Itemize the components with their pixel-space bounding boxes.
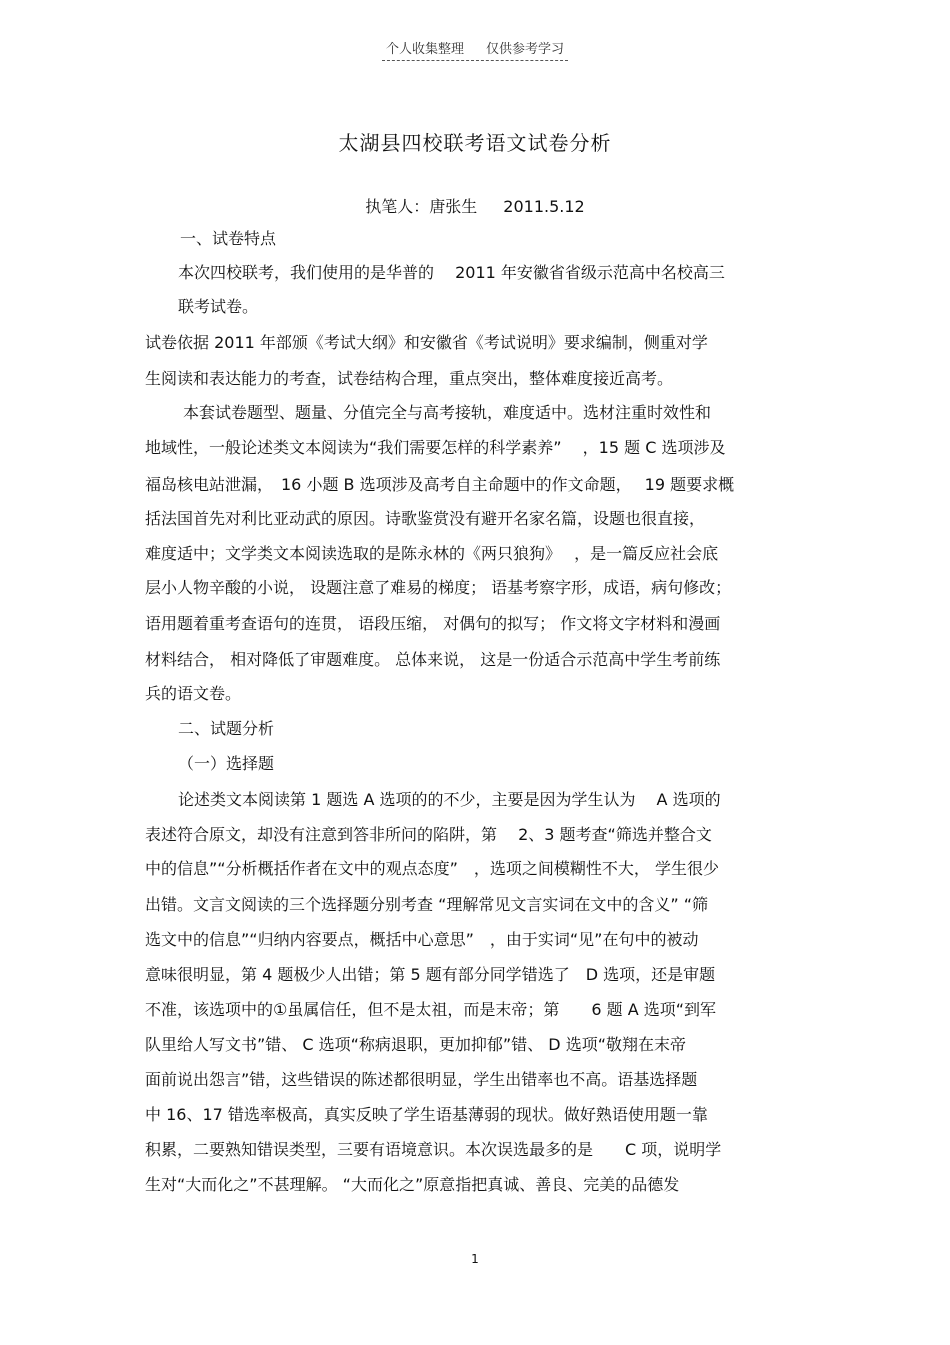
document-title: 太湖县四校联考语文试卷分析 xyxy=(338,131,612,155)
body-line: 括法国首先对利比亚动武的原因。诗歌鉴赏没有避开名家名篇，设题也很直接， xyxy=(145,509,706,528)
body-line: 难度适中；文学类文本阅读选取的是陈永林的《两只狼狗》 ，是一篇反应社会底 xyxy=(145,544,719,563)
body-line: 中 16、17 错选率极高，真实反映了学生语基薄弱的现状。做好熟语使用题一靠 xyxy=(145,1105,708,1124)
body-line: 地域性，一般论述类文本阅读为“我们需要怎样的科学素养” ，15 题 C 选项涉及 xyxy=(145,438,726,457)
author-label: 执笔人：唐张生 xyxy=(365,197,478,216)
author-line xyxy=(0,194,950,217)
header-left-text: 个人收集整理 xyxy=(385,42,464,57)
body-line: 中的信息”“分析概括作者在文中的观点态度” ，选项之间模糊性不大， 学生很少 xyxy=(145,859,719,878)
body-line: 本套试卷题型、题量、分值完全与高考接轨，难度适中。选材注重时效性和 xyxy=(183,403,712,422)
body-line: 队里给人写文书”错、 C 选项“称病退职，更加抑郁”错、 D 选项“敬翔在末帝 xyxy=(145,1035,686,1054)
body-line: 面前说出怨言”错，这些错误的陈述都很明显，学生出错率也不高。语基选择题 xyxy=(145,1070,698,1089)
body-line: 论述类文本阅读第 1 题选 A 选项的的不少，主要是因为学生认为 A 选项的 xyxy=(178,790,721,809)
body-line: 联考试卷。 xyxy=(178,297,259,316)
body-line: 福岛核电站泄漏， 16 小题 B 选项涉及高考自主命题中的作文命题， 19 题要求概 xyxy=(145,475,735,494)
body-line: 本次四校联考，我们使用的是华普的 2011 年安徽省省级示范高中名校高三 xyxy=(178,263,725,282)
body-line: 语用题着重考查语句的连贯， 语段压缩， 对偶句的拟写； 作文将文字材料和漫画 xyxy=(145,614,721,633)
section-heading-1: 一、试卷特点 xyxy=(180,229,277,248)
body-line: 层小人物辛酸的小说， 设题注意了难易的梯度； 语基考察字形，成语，病句修改； xyxy=(145,578,732,597)
page-number: 1 xyxy=(471,1252,479,1266)
body-line: 积累，二要熟知错误类型，三要有语境意识。本次误选最多的是 C 项，说明学 xyxy=(145,1140,722,1159)
page-header xyxy=(0,38,950,61)
body-line: 材料结合， 相对降低了审题难度。 总体来说， 这是一份适合示范高中学生考前练 xyxy=(145,650,721,669)
author-date: 2011.5.12 xyxy=(503,197,585,216)
body-line: 生阅读和表达能力的考查，试卷结构合理，重点突出，整体难度接近高考。 xyxy=(145,369,674,388)
header-underline xyxy=(382,38,568,61)
body-line: 意味很明显，第 4 题极少人出错；第 5 题有部分同学错选了 D 选项，还是审题 xyxy=(145,965,716,984)
subsection-heading: （一）选择题 xyxy=(178,754,275,773)
body-line: 表述符合原文，却没有注意到答非所问的陷阱，第 2、3 题考查“筛选并整合文 xyxy=(145,825,712,844)
body-line: 不准，该选项中的①虽属信任，但不是太祖，而是末帝；第 6 题 A 选项“到军 xyxy=(145,1000,717,1019)
body-line: 兵的语文卷。 xyxy=(145,684,242,703)
body-line: 试卷依据 2011 年部颁《考试大纲》和安徽省《考试说明》要求编制，侧重对学 xyxy=(145,333,708,352)
body-line: 选文中的信息”“归纳内容要点，概括中心意思” ，由于实词“见”在句中的被动 xyxy=(145,930,699,949)
body-line: 出错。文言文阅读的三个选择题分别考查 “理解常见文言实词在文中的含义” “筛 xyxy=(145,895,709,914)
body-line: 生对“大而化之”不甚理解。 “大而化之”原意指把真诚、善良、完美的品德发 xyxy=(145,1175,680,1194)
section-heading-2: 二、试题分析 xyxy=(178,719,275,738)
header-right-text: 仅供参考学习 xyxy=(486,42,565,57)
